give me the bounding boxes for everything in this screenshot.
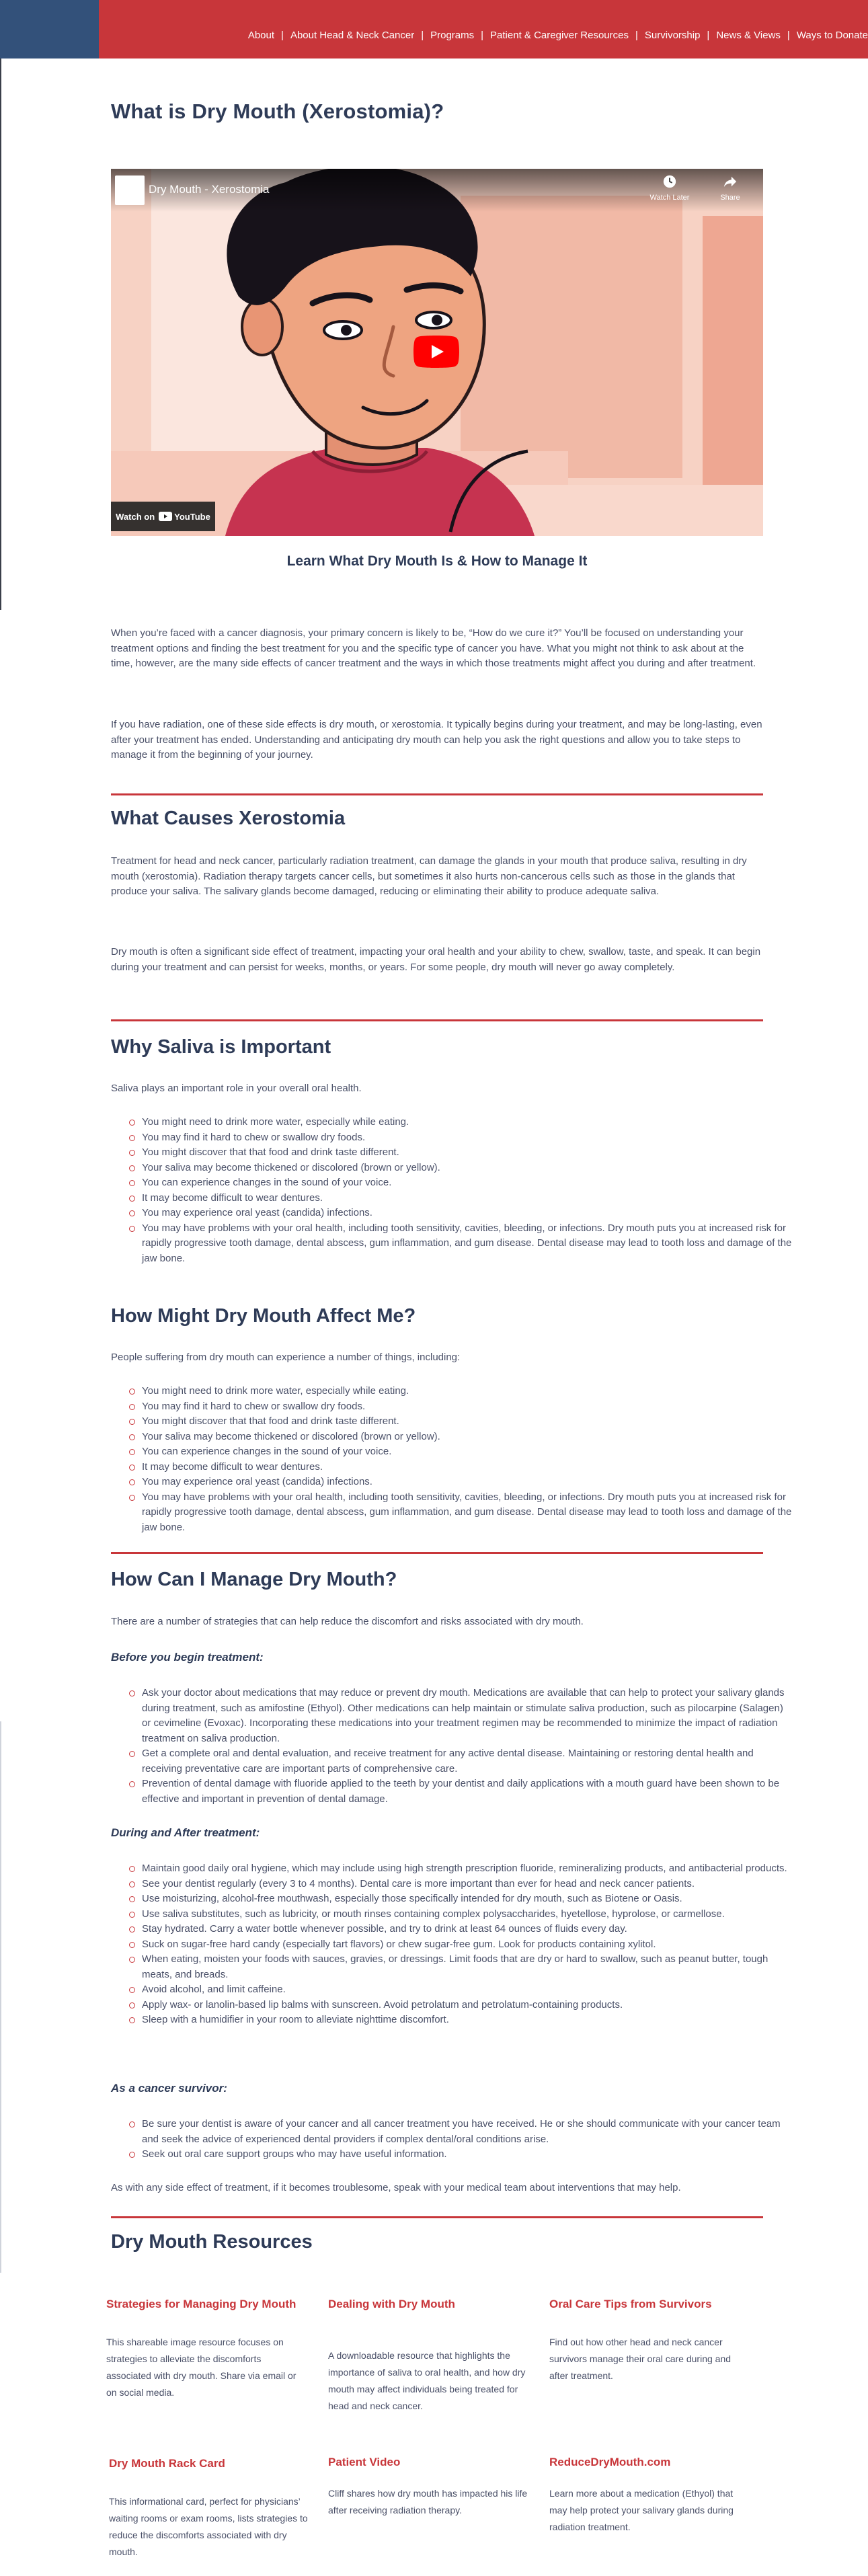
resource-card-description: Cliff shares how dry mouth has impacted his life after receiving radiation therapy. [328, 2488, 528, 2515]
video-top-bar [111, 169, 763, 212]
manage-intro: There are a number of strategies that can help reduce the discomfort and risks associated with dry mouth. [111, 1616, 584, 1627]
list-item: See your dentist regularly (every 3 to 4 months). Dental care is more important than ever for head and neck cancer patients. [142, 1877, 794, 1892]
saliva-intro: Saliva plays an important role in your overall oral health. [111, 1083, 362, 1094]
list-item: Avoid alcohol, and limit caffeine. [142, 1982, 794, 1998]
manage-closing: As with any side effect of treatment, if it becomes troublesome, speak with your medical team about interventions that may help. [111, 2182, 681, 2193]
intro-paragraph-2: If you have radiation, one of these side effects is dry mouth, or xerostomia. It typically begins during your treatment, and may be long-lasting, even after your treatment has ended. Understanding and anticipating dry mouth can help you ask the right questions and allow you to take steps to manage it from the beginning of your journey. [111, 719, 762, 760]
before-treatment-list [111, 1686, 794, 1807]
list-item: Prevention of dental damage with fluoride applied to the teeth by your dentist and daily applications with a mouth guard have been shown to be effective and important in prevention of dental damage. [142, 1777, 794, 1807]
list-item: Sleep with a humidifier in your room to alleviate nighttime discomfort. [142, 2013, 794, 2028]
page-title: What is Dry Mouth (Xerostomia)? [111, 100, 444, 123]
nav-separator: | [481, 30, 484, 41]
resource-card[interactable] [328, 2454, 530, 2519]
nav-about-head-neck-cancer[interactable]: About Head & Neck Cancer [290, 30, 415, 41]
causes-paragraph-2: Dry mouth is often a significant side effect of treatment, impacting your oral health and your ability to chew, swallow, taste, and speak. It can begin during your treatment and can persist for weeks, months, or years. For some people, dry mouth will never go away completely. [111, 946, 761, 973]
resource-card-title[interactable]: Dry Mouth Rack Card [109, 2457, 225, 2470]
play-icon[interactable] [413, 336, 459, 368]
list-item: Your saliva may become thickened or discolored (brown or yellow). [142, 1430, 794, 1445]
list-item: You can experience changes in the sound of your voice. [142, 1444, 794, 1460]
list-item: You might need to drink more water, especially while eating. [142, 1115, 794, 1130]
nav-patient-caregiver-resources[interactable]: Patient & Caregiver Resources [490, 30, 629, 41]
youtube-wordmark: YouTube [174, 511, 210, 522]
video-player[interactable] [111, 169, 763, 536]
video-actions [646, 174, 754, 202]
manage-heading: How Can I Manage Dry Mouth? [111, 1569, 397, 1590]
clock-icon [662, 174, 677, 189]
list-item: Be sure your dentist is aware of your cancer and all cancer treatment you have received. He or she should communicate with your cancer team and seek the advice of experienced dental providers if complex dental/oral conditions arise. [142, 2117, 794, 2147]
resource-card-title[interactable]: Oral Care Tips from Survivors [549, 2298, 712, 2310]
watch-later-label: Watch Later [649, 194, 690, 202]
list-item: You may experience oral yeast (candida) infections. [142, 1475, 794, 1490]
watch-later-button[interactable] [646, 174, 693, 202]
resource-card-title[interactable]: Dealing with Dry Mouth [328, 2298, 455, 2310]
affect-list [111, 1384, 794, 1535]
page-edge-line [0, 1721, 1, 2273]
resource-card-description: This shareable image resource focuses on strategies to alleviate the discomforts associated with dry mouth. Share via email or on social media. [106, 2337, 297, 2398]
affect-heading: How Might Dry Mouth Affect Me? [111, 1305, 416, 1327]
resource-card-description: This informational card, perfect for physicians’ waiting rooms or exam rooms, lists strategies to reduce the discomforts associated with dry mouth. [109, 2496, 308, 2557]
list-item: Use moisturizing, alcohol-free mouthwash, especially those specifically intended for dry mouth, such as Biotene or Oasis. [142, 1891, 794, 1907]
resource-card[interactable] [549, 2454, 751, 2536]
affect-intro: People suffering from dry mouth can experience a number of things, including: [111, 1352, 461, 1363]
share-label: Share [720, 194, 740, 202]
nav-about[interactable]: About [247, 30, 275, 41]
resource-card[interactable] [549, 2296, 751, 2384]
nav-separator: | [707, 30, 710, 41]
nav-separator: | [421, 30, 424, 41]
list-item: You can experience changes in the sound of your voice. [142, 1175, 794, 1191]
during-after-treatment-heading: During and After treatment: [111, 1826, 260, 1839]
list-item: Ask your doctor about medications that may reduce or prevent dry mouth. Medications are available that can help to protect your salivary glands during treatment, such as amifostine (Ethyol). Other medications can help maintain or stimulate saliva production, such as pilocarpine (Salagen) or cevimeline (Evoxac). Incorporating these medications into your treatment regimen may be recommended to minimize the impact of radiation treatment on saliva production. [142, 1686, 794, 1746]
nav-news-views[interactable]: News & Views [716, 30, 781, 41]
share-button[interactable] [707, 174, 754, 202]
resource-card[interactable] [106, 2296, 308, 2401]
list-item: Get a complete oral and dental evaluation, and receive treatment for any active dental disease. Maintaining or restoring dental health and receiving preventative care are important parts of comprehensive care. [142, 1746, 794, 1777]
nav-separator: | [281, 30, 284, 41]
resource-card-description: Find out how other head and neck cancer survivors manage their oral care during and after treatment. [549, 2337, 732, 2381]
section-divider [111, 1019, 763, 1021]
section-divider [111, 793, 763, 795]
list-item: It may become difficult to wear dentures. [142, 1191, 794, 1206]
causes-heading: What Causes Xerostomia [111, 808, 346, 829]
cancer-survivor-list [111, 2117, 794, 2162]
list-item: You might discover that that food and drink taste different. [142, 1145, 794, 1161]
watch-on-label: Watch on [116, 511, 155, 522]
section-divider [111, 1552, 763, 1554]
resources-heading: Dry Mouth Resources [111, 2231, 313, 2253]
saliva-heading: Why Saliva is Important [111, 1036, 331, 1058]
list-item: Maintain good daily oral hygiene, which may include using high strength prescription fluoride, remineralizing products, and antibacterial products. [142, 1861, 794, 1877]
watch-on-youtube-button[interactable] [111, 502, 215, 531]
list-item: When eating, moisten your foods with sauces, gravies, or dressings. Limit foods that are dry or hard to swallow, such as peanut butter, tough meats, and breads. [142, 1952, 794, 1982]
list-item: Use saliva substitutes, such as lubricity, or mouth rinses containing complex polysaccharides, hyetellose, hyprolose, or carmellose. [142, 1907, 794, 1922]
list-item: You might need to drink more water, especially while eating. [142, 1384, 794, 1399]
before-treatment-heading: Before you begin treatment: [111, 1651, 264, 1664]
saliva-list [111, 1115, 794, 1266]
resource-card[interactable] [109, 2456, 311, 2561]
nav-programs[interactable]: Programs [430, 30, 475, 41]
video-title[interactable]: Dry Mouth - Xerostomia [149, 183, 270, 196]
page-edge-line [0, 58, 1, 610]
youtube-icon [159, 512, 172, 521]
section-divider [111, 2216, 763, 2218]
nav-separator: | [787, 30, 790, 41]
during-after-treatment-list [111, 1861, 794, 2028]
list-item: You may find it hard to chew or swallow dry foods. [142, 1399, 794, 1415]
list-item: You may have problems with your oral health, including tooth sensitivity, cavities, bleeding, or infections. Dry mouth puts you at increased risk for rapidly progressive tooth damage, dental abscess, gum inflammation, and gum disease. Dental disease may lead to tooth loss and damage of the jaw bone. [142, 1490, 794, 1536]
nav-ways-to-donate[interactable]: Ways to Donate [796, 30, 868, 41]
cancer-survivor-heading: As a cancer survivor: [111, 2082, 227, 2095]
site-header [0, 0, 868, 58]
resource-card-description: Learn more about a medication (Ethyol) that may help protect your salivary glands during radiation treatment. [549, 2488, 734, 2532]
resource-card-title[interactable]: Patient Video [328, 2456, 401, 2468]
resource-card-description: A downloadable resource that highlights the importance of saliva to oral health, and how dry mouth may affect individuals being treated for head and neck cancer. [328, 2350, 526, 2411]
list-item: Seek out oral care support groups who may have useful information. [142, 2147, 794, 2162]
list-item: You may have problems with your oral health, including tooth sensitivity, cavities, bleeding, or infections. Dry mouth puts you at increased risk for rapidly progressive tooth damage, dental abscess, gum inflammation, and gum disease. Dental disease may lead to tooth loss and damage of the jaw bone. [142, 1221, 794, 1267]
youtube-logo [159, 512, 210, 522]
list-item: Stay hydrated. Carry a water bottle whenever possible, and try to drink at least 64 ounces of fluids every day. [142, 1922, 794, 1937]
resource-card-title[interactable]: Strategies for Managing Dry Mouth [106, 2298, 297, 2310]
site-logo[interactable] [0, 0, 99, 58]
resource-card[interactable] [328, 2296, 530, 2415]
nav-separator: | [635, 30, 638, 41]
list-item: Suck on sugar-free hard candy (especially tart flavors) or chew sugar-free gum. Look for products containing xylitol. [142, 1937, 794, 1953]
list-item: Your saliva may become thickened or discolored (brown or yellow). [142, 1161, 794, 1176]
list-item: It may become difficult to wear dentures. [142, 1460, 794, 1475]
list-item: You might discover that that food and drink taste different. [142, 1414, 794, 1430]
video-caption: Learn What Dry Mouth Is & How to Manage It [286, 553, 588, 569]
intro-paragraph-1: When you’re faced with a cancer diagnosis, your primary concern is likely to be, “How do we cure it?” You’ll be focused on understanding your treatment options and finding the best treatment for you and the specific type of cancer you have. What you might not think to ask about at the time, however, are the many side effects of cancer treatment and the ways in which those treatments might affect you during and after treatment. [111, 627, 756, 669]
list-item: You may experience oral yeast (candida) infections. [142, 1206, 794, 1221]
nav-survivorship[interactable]: Survivorship [644, 30, 701, 41]
main-nav [248, 30, 868, 41]
share-icon [723, 174, 738, 189]
channel-avatar[interactable] [115, 175, 145, 205]
list-item: You may find it hard to chew or swallow dry foods. [142, 1130, 794, 1146]
causes-paragraph-1: Treatment for head and neck cancer, particularly radiation treatment, can damage the glands in your mouth that produce saliva, resulting in dry mouth (xerostomia). Radiation therapy targets cancer cells, but sometimes it also hurts non-cancerous cells such as those in the glands that produce your saliva. The salivary glands become damaged, reducing or eliminating their ability to produce adequate saliva. [111, 855, 747, 897]
resource-card-title[interactable]: ReduceDryMouth.com [549, 2456, 671, 2468]
list-item: Apply wax- or lanolin-based lip balms with sunscreen. Avoid petrolatum and petrolatum-containing products. [142, 1998, 794, 2013]
